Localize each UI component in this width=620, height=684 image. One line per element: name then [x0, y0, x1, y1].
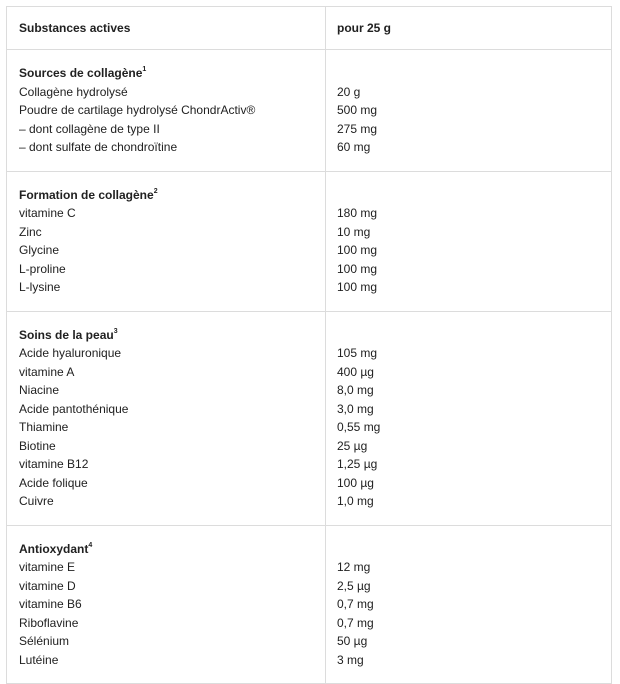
table-row — [7, 83, 611, 102]
table-row — [7, 138, 611, 157]
table-row — [7, 278, 611, 297]
section-title-text: Formation de collagène — [19, 187, 154, 202]
substance-amount: 3,0 mg — [337, 401, 374, 416]
substance-name: Thiamine — [19, 420, 69, 434]
table-row — [7, 614, 611, 633]
section-title-text: Sources de collagène — [19, 66, 143, 80]
substance-amount: 12 mg — [337, 560, 371, 574]
substance-name: Biotine — [19, 438, 56, 453]
table-row — [7, 577, 611, 596]
table-row — [7, 595, 611, 614]
section-title-row — [7, 326, 611, 345]
substance-name: Cuivre — [19, 494, 54, 508]
table-section — [7, 526, 611, 684]
substance-amount: 275 mg — [337, 121, 378, 136]
substance-name: – dont collagène de type II — [19, 121, 160, 136]
substance-name: Lutéine — [19, 652, 59, 667]
substance-amount: 10 mg — [337, 224, 371, 239]
table-row — [7, 492, 611, 511]
table-row — [7, 260, 611, 279]
substance-amount: 60 mg — [337, 140, 371, 154]
substance-name: Acide folique — [19, 475, 88, 490]
table-section — [7, 50, 611, 172]
table-row — [7, 363, 611, 382]
substance-name: Acide hyaluronique — [19, 346, 122, 360]
table-row — [7, 558, 611, 577]
substance-amount: 100 mg — [337, 261, 378, 276]
substance-name: Niacine — [19, 383, 60, 397]
footnote-marker: 1 — [142, 66, 147, 73]
substance-amount: 105 mg — [337, 346, 378, 360]
substance-name: Poudre de cartilage hydrolysé ChondrActiv® — [19, 103, 256, 117]
substance-name: Collagène hydrolysé — [19, 84, 128, 99]
substance-name: – dont sulfate de chondroïtine — [19, 140, 178, 154]
section-title-row — [7, 540, 611, 559]
substance-amount: 50 µg — [337, 634, 368, 648]
section-title — [19, 64, 146, 83]
footnote-marker: 3 — [113, 327, 118, 335]
table-row — [7, 651, 611, 670]
section-title-text: Soins de la peau — [19, 327, 114, 342]
table-row — [7, 474, 611, 493]
substance-amount: 3 mg — [337, 652, 364, 667]
table-row — [7, 418, 611, 437]
substance-name: vitamine D — [19, 578, 76, 593]
table-header — [7, 7, 611, 50]
substance-name: vitamine B12 — [19, 457, 89, 471]
substance-name: vitamine B6 — [19, 597, 82, 611]
table-row — [7, 632, 611, 651]
header-substances: Substances actives — [19, 21, 131, 35]
table-row — [7, 455, 611, 474]
table-section — [7, 172, 611, 312]
substance-amount: 400 µg — [337, 364, 374, 379]
table-row — [7, 120, 611, 139]
nutrition-table — [6, 6, 612, 684]
substance-name: vitamine E — [19, 560, 76, 574]
substance-name: L-proline — [19, 261, 66, 276]
substance-amount: 20 g — [337, 84, 361, 99]
substance-amount: 0,55 mg — [337, 420, 381, 434]
substance-name: Sélénium — [19, 634, 70, 648]
substance-amount: 1,0 mg — [337, 494, 374, 508]
table-body — [7, 50, 611, 683]
substance-amount: 2,5 µg — [337, 578, 371, 593]
substance-amount: 0,7 mg — [337, 615, 374, 630]
substance-amount: 1,25 µg — [337, 457, 378, 471]
footnote-marker: 4 — [88, 541, 93, 549]
substance-name: Zinc — [19, 224, 42, 239]
footnote-marker: 2 — [153, 187, 158, 195]
substance-name: vitamine C — [19, 206, 76, 220]
table-row — [7, 400, 611, 419]
section-title — [19, 186, 158, 205]
substance-amount: 180 mg — [337, 206, 378, 220]
table-row — [7, 223, 611, 242]
substance-amount: 100 mg — [337, 243, 378, 257]
substance-amount: 100 mg — [337, 280, 378, 294]
substance-name: Glycine — [19, 243, 60, 257]
section-title-text: Antioxydant — [19, 541, 89, 556]
substance-name: Riboflavine — [19, 615, 79, 630]
substance-name: L-lysine — [19, 280, 61, 294]
substance-amount: 0,7 mg — [337, 597, 374, 611]
section-title-row — [7, 64, 611, 83]
table-row — [7, 204, 611, 223]
table-row — [7, 381, 611, 400]
section-title — [19, 540, 92, 559]
header-amount: pour 25 g — [337, 21, 392, 35]
substance-amount: 500 mg — [337, 103, 378, 117]
substance-name: vitamine A — [19, 364, 75, 379]
substance-name: Acide pantothénique — [19, 401, 129, 416]
substance-amount: 25 µg — [337, 438, 368, 453]
table-row — [7, 241, 611, 260]
table-row — [7, 344, 611, 363]
table-row — [7, 101, 611, 120]
substance-amount: 8,0 mg — [337, 383, 374, 397]
section-title — [19, 326, 118, 345]
table-row — [7, 437, 611, 456]
substance-amount: 100 µg — [337, 475, 374, 490]
section-title-row — [7, 186, 611, 205]
table-section — [7, 312, 611, 526]
